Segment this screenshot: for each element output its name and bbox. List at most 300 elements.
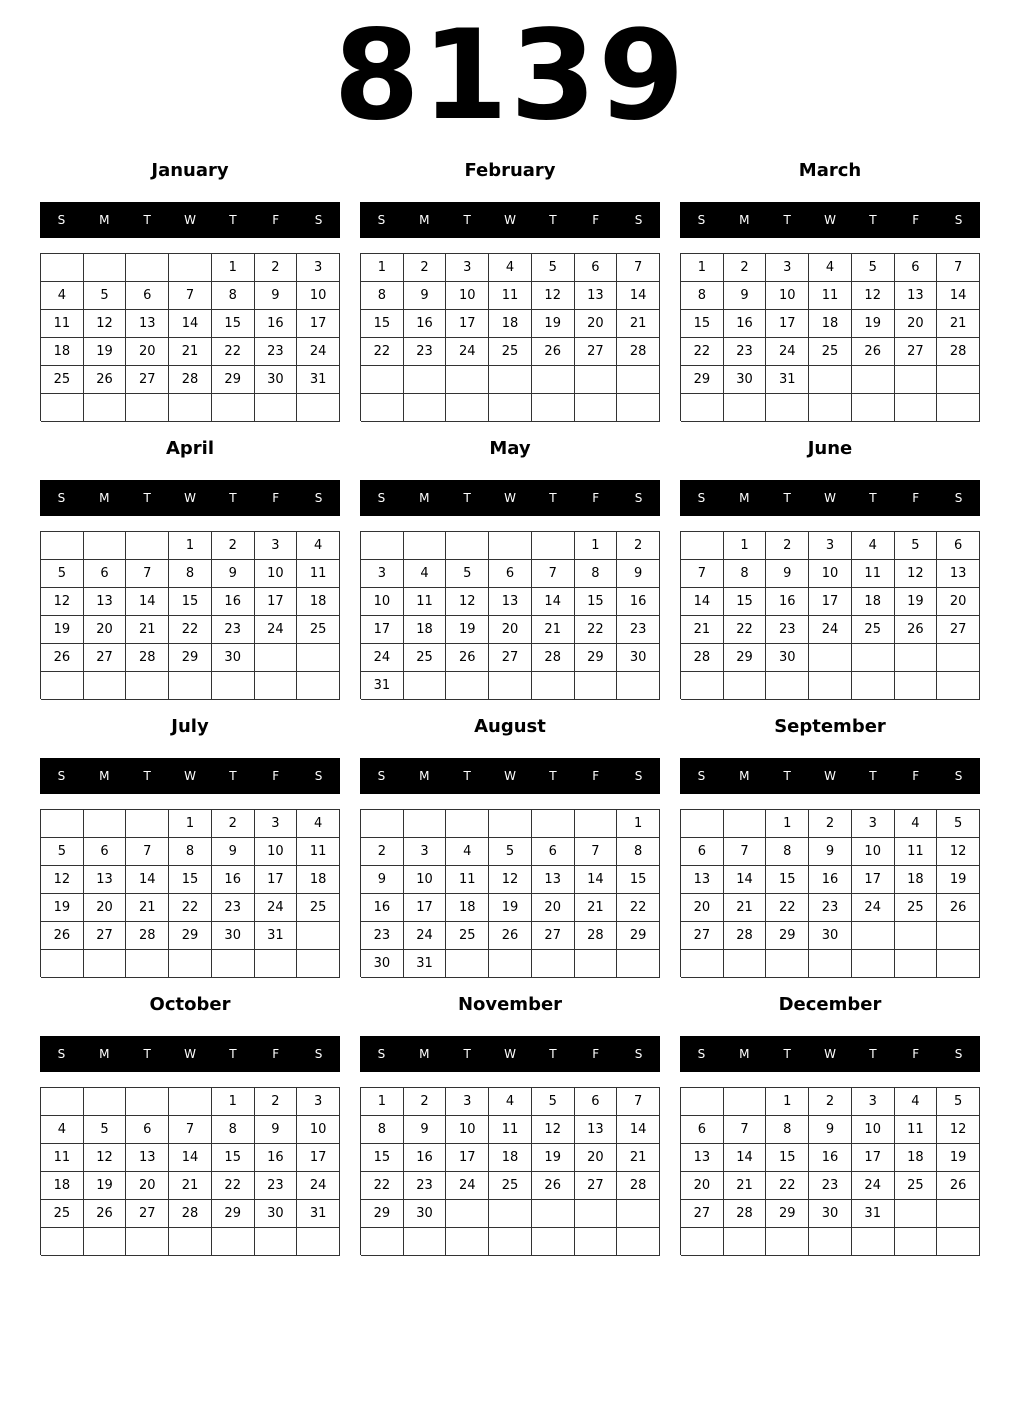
weekday-label: F (272, 491, 280, 505)
day-cell: 6 (84, 560, 127, 588)
day-cell (575, 672, 618, 700)
day-cell (404, 366, 447, 394)
day-cell: 17 (809, 588, 852, 616)
day-cell: 16 (255, 310, 298, 338)
day-cell: 24 (766, 338, 809, 366)
day-cell: 3 (297, 254, 340, 282)
day-grid (40, 1087, 340, 1255)
day-cell: 14 (169, 310, 212, 338)
day-cell: 26 (84, 366, 127, 394)
day-cell: 3 (404, 838, 447, 866)
day-cell (809, 644, 852, 672)
day-cell: 30 (255, 1200, 298, 1228)
day-cell: 4 (895, 1088, 938, 1116)
weekday-label: S (697, 213, 706, 227)
day-cell: 22 (681, 338, 724, 366)
day-cell: 15 (766, 1144, 809, 1172)
day-cell: 19 (937, 1144, 980, 1172)
day-cell: 22 (724, 616, 767, 644)
day-cell: 9 (809, 1116, 852, 1144)
weekday-label: F (272, 213, 280, 227)
day-cell: 29 (617, 922, 660, 950)
day-cell (681, 950, 724, 978)
day-cell: 15 (617, 866, 660, 894)
day-cell: 17 (446, 1144, 489, 1172)
month-name: May (489, 438, 531, 459)
day-cell: 2 (255, 1088, 298, 1116)
day-cell: 9 (404, 1116, 447, 1144)
day-cell: 12 (937, 838, 980, 866)
day-cell (361, 810, 404, 838)
day-cell (681, 532, 724, 560)
day-cell: 23 (766, 616, 809, 644)
day-cell: 18 (41, 338, 84, 366)
weekday-label: T (463, 1047, 471, 1061)
day-cell (212, 394, 255, 422)
weekday-label: T (229, 491, 237, 505)
day-cell (489, 810, 532, 838)
day-cell: 30 (404, 1200, 447, 1228)
day-cell: 7 (169, 1116, 212, 1144)
weekday-label: F (912, 769, 920, 783)
weekday-label: F (592, 491, 600, 505)
weekday-label: S (57, 1047, 66, 1061)
day-cell: 31 (404, 950, 447, 978)
day-grid (680, 253, 980, 421)
weekday-label: W (184, 491, 196, 505)
day-cell (895, 672, 938, 700)
day-cell: 10 (297, 282, 340, 310)
month-name: September (774, 716, 886, 737)
day-cell: 1 (212, 1088, 255, 1116)
day-cell: 24 (852, 894, 895, 922)
weekday-label: T (549, 213, 557, 227)
day-cell: 14 (169, 1144, 212, 1172)
day-cell: 24 (297, 338, 340, 366)
day-cell: 30 (212, 644, 255, 672)
day-cell (255, 1228, 298, 1256)
day-cell (41, 1088, 84, 1116)
day-cell (126, 672, 169, 700)
day-cell: 21 (169, 338, 212, 366)
day-cell: 22 (212, 338, 255, 366)
day-cell: 28 (724, 922, 767, 950)
day-cell: 1 (169, 810, 212, 838)
day-cell (404, 672, 447, 700)
day-cell: 14 (126, 866, 169, 894)
day-cell: 18 (489, 1144, 532, 1172)
weekday-label: F (272, 1047, 280, 1061)
day-cell: 11 (41, 310, 84, 338)
day-cell: 18 (809, 310, 852, 338)
day-cell: 2 (404, 254, 447, 282)
day-grid (40, 531, 340, 699)
day-cell: 31 (255, 922, 298, 950)
weekday-label: W (824, 769, 836, 783)
day-cell: 1 (575, 532, 618, 560)
day-cell: 27 (681, 1200, 724, 1228)
day-cell: 2 (404, 1088, 447, 1116)
day-cell (489, 672, 532, 700)
day-cell: 11 (895, 838, 938, 866)
day-cell: 17 (404, 894, 447, 922)
day-cell: 1 (766, 1088, 809, 1116)
day-cell: 4 (446, 838, 489, 866)
day-cell: 2 (212, 810, 255, 838)
day-cell: 12 (84, 310, 127, 338)
weekday-label: M (739, 213, 750, 227)
day-cell: 10 (255, 838, 298, 866)
day-cell: 11 (297, 838, 340, 866)
day-cell (297, 644, 340, 672)
day-cell (895, 1200, 938, 1228)
weekday-label: W (184, 769, 196, 783)
day-cell: 8 (212, 282, 255, 310)
day-cell (575, 1200, 618, 1228)
day-cell: 22 (575, 616, 618, 644)
day-cell (169, 394, 212, 422)
day-cell: 20 (532, 894, 575, 922)
day-cell: 24 (404, 922, 447, 950)
day-cell: 15 (212, 310, 255, 338)
day-cell: 13 (575, 282, 618, 310)
day-cell: 26 (41, 922, 84, 950)
day-cell: 25 (809, 338, 852, 366)
day-cell: 9 (361, 866, 404, 894)
day-cell: 30 (809, 922, 852, 950)
weekday-label: T (783, 1047, 791, 1061)
day-cell: 6 (575, 1088, 618, 1116)
day-cell: 24 (446, 338, 489, 366)
weekday-label: S (377, 491, 386, 505)
day-cell (724, 950, 767, 978)
weekday-label: M (99, 769, 110, 783)
day-cell: 30 (724, 366, 767, 394)
day-cell (895, 950, 938, 978)
day-cell: 3 (297, 1088, 340, 1116)
day-cell (84, 810, 127, 838)
day-cell (126, 810, 169, 838)
weekday-label: S (954, 1047, 963, 1061)
day-cell (852, 922, 895, 950)
day-cell: 30 (212, 922, 255, 950)
weekday-label: S (377, 769, 386, 783)
day-cell (532, 366, 575, 394)
weekday-label: M (739, 1047, 750, 1061)
day-cell: 29 (766, 1200, 809, 1228)
weekday-label: M (419, 213, 430, 227)
day-cell (169, 950, 212, 978)
weekday-label: T (869, 769, 877, 783)
day-cell: 31 (766, 366, 809, 394)
day-cell (852, 394, 895, 422)
weekday-label: F (912, 213, 920, 227)
day-cell: 29 (169, 644, 212, 672)
weekday-label: W (504, 491, 516, 505)
day-cell: 8 (681, 282, 724, 310)
day-cell: 14 (724, 1144, 767, 1172)
day-cell: 20 (126, 1172, 169, 1200)
day-cell: 15 (361, 1144, 404, 1172)
day-cell: 16 (212, 866, 255, 894)
day-cell: 10 (446, 282, 489, 310)
day-cell: 14 (617, 1116, 660, 1144)
day-cell: 28 (126, 922, 169, 950)
weekday-label: F (272, 769, 280, 783)
day-cell (489, 366, 532, 394)
day-cell: 12 (937, 1116, 980, 1144)
day-cell (41, 950, 84, 978)
day-cell: 23 (404, 1172, 447, 1200)
weekday-label: S (634, 491, 643, 505)
day-grid (40, 253, 340, 421)
weekday-label: T (143, 491, 151, 505)
weekday-label: T (783, 213, 791, 227)
day-cell: 25 (895, 1172, 938, 1200)
day-cell: 7 (575, 838, 618, 866)
day-cell: 20 (681, 1172, 724, 1200)
day-cell (446, 532, 489, 560)
weekday-label: S (314, 769, 323, 783)
day-cell: 29 (169, 922, 212, 950)
day-cell (852, 950, 895, 978)
day-cell: 27 (84, 644, 127, 672)
day-cell: 19 (84, 1172, 127, 1200)
weekday-label: T (229, 769, 237, 783)
day-cell: 26 (489, 922, 532, 950)
day-cell: 3 (809, 532, 852, 560)
day-cell: 23 (255, 1172, 298, 1200)
day-cell: 8 (212, 1116, 255, 1144)
day-cell (126, 1088, 169, 1116)
day-cell: 15 (575, 588, 618, 616)
day-cell (84, 394, 127, 422)
day-cell: 27 (681, 922, 724, 950)
weekday-header (40, 202, 340, 238)
day-cell: 24 (255, 894, 298, 922)
day-cell: 4 (852, 532, 895, 560)
day-cell: 7 (681, 560, 724, 588)
month-name: February (464, 160, 556, 181)
day-cell: 18 (489, 310, 532, 338)
day-cell: 20 (84, 894, 127, 922)
day-cell: 1 (169, 532, 212, 560)
day-cell: 11 (41, 1144, 84, 1172)
weekday-label: S (57, 213, 66, 227)
day-cell: 28 (169, 1200, 212, 1228)
day-cell: 13 (937, 560, 980, 588)
day-cell: 9 (255, 282, 298, 310)
day-cell: 24 (255, 616, 298, 644)
day-cell (126, 532, 169, 560)
day-cell (446, 1200, 489, 1228)
day-cell: 14 (937, 282, 980, 310)
day-cell: 1 (724, 532, 767, 560)
day-cell (575, 810, 618, 838)
day-cell: 2 (809, 1088, 852, 1116)
day-cell: 13 (681, 1144, 724, 1172)
day-cell (84, 1088, 127, 1116)
day-cell: 30 (809, 1200, 852, 1228)
day-cell: 23 (617, 616, 660, 644)
day-cell: 4 (41, 282, 84, 310)
weekday-label: F (592, 769, 600, 783)
weekday-header (680, 202, 980, 238)
day-cell (255, 672, 298, 700)
day-cell (297, 950, 340, 978)
day-cell: 25 (489, 338, 532, 366)
weekday-label: S (314, 1047, 323, 1061)
day-cell: 4 (297, 810, 340, 838)
day-cell: 21 (724, 1172, 767, 1200)
day-cell: 21 (126, 616, 169, 644)
day-cell: 16 (361, 894, 404, 922)
day-cell (212, 672, 255, 700)
day-cell: 17 (297, 1144, 340, 1172)
day-cell (255, 394, 298, 422)
day-cell: 9 (212, 560, 255, 588)
day-cell (852, 366, 895, 394)
day-cell (895, 394, 938, 422)
day-cell: 8 (724, 560, 767, 588)
day-cell: 3 (852, 1088, 895, 1116)
day-cell: 16 (809, 1144, 852, 1172)
day-cell: 14 (681, 588, 724, 616)
day-cell (937, 1200, 980, 1228)
weekday-header (360, 480, 660, 516)
day-cell: 14 (575, 866, 618, 894)
weekday-label: S (697, 769, 706, 783)
day-cell: 5 (895, 532, 938, 560)
day-cell: 25 (852, 616, 895, 644)
day-cell: 4 (895, 810, 938, 838)
day-cell (255, 950, 298, 978)
weekday-label: S (314, 491, 323, 505)
day-cell: 6 (575, 254, 618, 282)
day-cell: 18 (404, 616, 447, 644)
day-cell (809, 394, 852, 422)
day-cell: 22 (617, 894, 660, 922)
day-cell: 13 (532, 866, 575, 894)
day-cell: 20 (84, 616, 127, 644)
day-cell (404, 532, 447, 560)
weekday-header (680, 480, 980, 516)
day-cell: 20 (126, 338, 169, 366)
day-cell (766, 950, 809, 978)
day-cell (404, 810, 447, 838)
day-cell: 21 (617, 310, 660, 338)
weekday-label: T (463, 213, 471, 227)
day-cell (809, 950, 852, 978)
day-cell: 15 (169, 866, 212, 894)
month-name: March (798, 160, 862, 181)
day-cell: 13 (681, 866, 724, 894)
day-cell: 11 (404, 588, 447, 616)
day-cell: 12 (41, 588, 84, 616)
day-cell (766, 1228, 809, 1256)
day-cell: 22 (212, 1172, 255, 1200)
day-cell: 22 (169, 616, 212, 644)
day-cell: 14 (724, 866, 767, 894)
weekday-label: W (184, 1047, 196, 1061)
weekday-label: M (99, 1047, 110, 1061)
day-cell: 6 (937, 532, 980, 560)
day-cell: 29 (361, 1200, 404, 1228)
day-cell: 15 (766, 866, 809, 894)
day-grid (40, 809, 340, 977)
day-cell: 19 (489, 894, 532, 922)
day-cell: 16 (404, 310, 447, 338)
month-name: October (149, 994, 231, 1015)
day-cell: 10 (809, 560, 852, 588)
day-cell: 27 (489, 644, 532, 672)
year-title: 8139 (333, 4, 687, 148)
day-cell (681, 394, 724, 422)
day-cell (41, 394, 84, 422)
day-cell: 19 (446, 616, 489, 644)
day-cell: 4 (297, 532, 340, 560)
day-cell (126, 1228, 169, 1256)
day-cell: 17 (297, 310, 340, 338)
day-cell (84, 672, 127, 700)
day-cell: 2 (255, 254, 298, 282)
day-cell: 9 (404, 282, 447, 310)
weekday-label: S (954, 213, 963, 227)
day-cell: 4 (404, 560, 447, 588)
day-cell: 16 (766, 588, 809, 616)
day-cell (681, 1228, 724, 1256)
day-cell: 6 (126, 1116, 169, 1144)
day-grid (360, 809, 660, 977)
month-name: April (165, 438, 215, 459)
weekday-label: T (783, 491, 791, 505)
day-cell: 7 (937, 254, 980, 282)
day-cell: 13 (895, 282, 938, 310)
day-cell: 20 (895, 310, 938, 338)
day-cell (724, 1088, 767, 1116)
weekday-label: F (912, 1047, 920, 1061)
day-cell: 18 (297, 866, 340, 894)
day-cell: 23 (809, 1172, 852, 1200)
day-cell: 16 (212, 588, 255, 616)
day-cell (681, 810, 724, 838)
day-cell (937, 950, 980, 978)
day-cell: 12 (895, 560, 938, 588)
day-cell: 19 (41, 616, 84, 644)
day-cell: 2 (766, 532, 809, 560)
day-cell: 26 (937, 894, 980, 922)
day-cell: 1 (212, 254, 255, 282)
day-cell: 1 (681, 254, 724, 282)
day-cell: 18 (852, 588, 895, 616)
day-cell (361, 1228, 404, 1256)
day-cell (532, 672, 575, 700)
day-cell: 20 (575, 310, 618, 338)
day-cell: 25 (297, 616, 340, 644)
day-cell: 16 (617, 588, 660, 616)
day-cell: 27 (575, 1172, 618, 1200)
day-cell: 23 (212, 616, 255, 644)
day-cell: 22 (361, 338, 404, 366)
day-cell: 9 (766, 560, 809, 588)
day-grid (680, 531, 980, 699)
day-cell: 25 (41, 1200, 84, 1228)
day-cell: 28 (617, 338, 660, 366)
day-cell: 28 (532, 644, 575, 672)
day-cell: 29 (575, 644, 618, 672)
day-cell: 11 (489, 282, 532, 310)
day-cell: 25 (895, 894, 938, 922)
